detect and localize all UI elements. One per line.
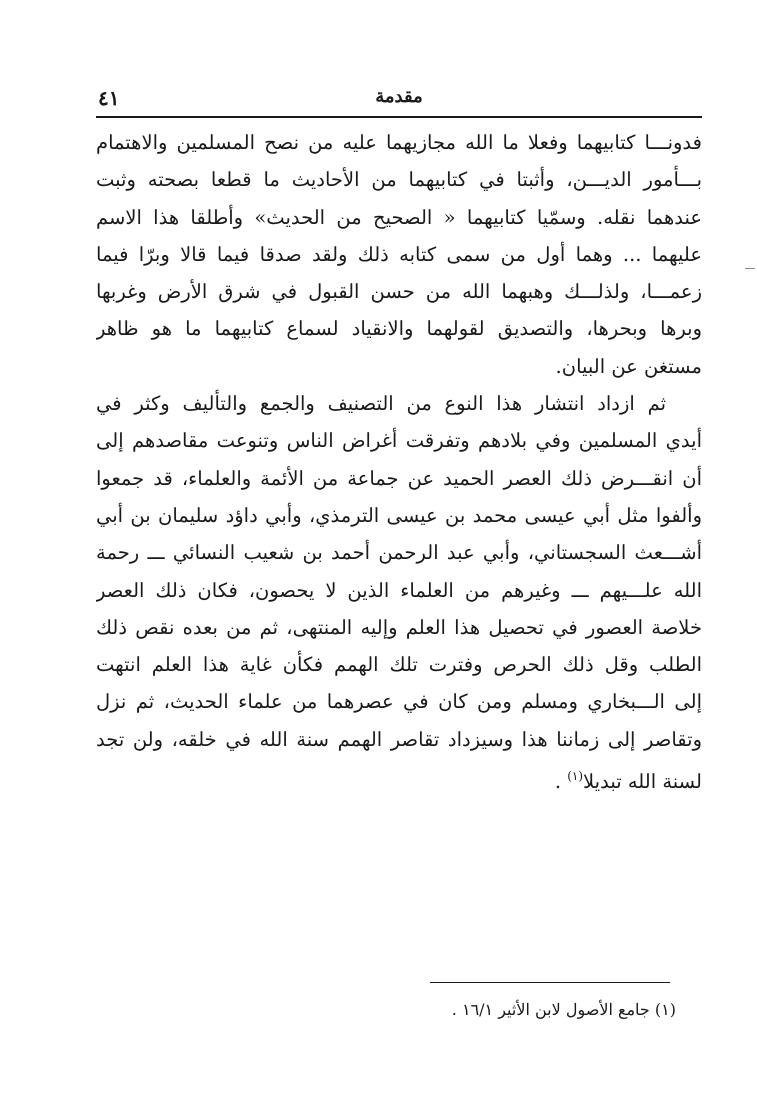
text-line: إلى الـــبخاري ومسلم ومن كان في عصرهما من علماء الحديث، ثم نزل (96, 690, 702, 714)
footnote-separator (430, 982, 670, 983)
text-line: بـــأمور الديـــن، وأثبتا في كتابيهما من الأحاديث ما قطعا بصحته وثبت (96, 168, 702, 192)
final-line-end: . (554, 770, 568, 794)
body-text (96, 124, 702, 795)
final-line-text: لسنة الله تبديلا (583, 770, 702, 794)
text-line: وبرها وبحرها، والتصديق لقولهما والانقياد لسماع كتابيهما ما هو ظاهر (96, 317, 702, 341)
text-line: وألفوا مثل أبي عيسى محمد بن عيسى الترمذي، وأبي داؤد سليمان بن أبي (96, 503, 702, 527)
text-line: خلاصة العصور في تحصيل هذا العلم وإليه المنتهى، ثم من بعده نقص ذلك (96, 615, 702, 639)
text-line: الطلب وقل ذلك الحرص وفترت تلك الهمم فكأن غاية هذا العلم انتهت (96, 653, 702, 677)
header-rule (96, 116, 702, 118)
text-line: أيدي المسلمين وفي بلادهم وتفرقت أغراض الناس وتنوعت مقاصدهم إلى (96, 429, 702, 453)
text-line: فدونـــا كتابيهما وفعلا ما الله مجازيهما عليه من نصح المسلمين والاهتمام (96, 131, 702, 154)
margin-mark (745, 268, 755, 269)
text-line: ثم ازداد انتشار هذا النوع من التصنيف والجمع والتأليف وكثر في (96, 392, 666, 416)
text-line: عليهما ... وهما أول من سمى كتابه ذلك ولقد صدقا فيما قالا وبرّا فيما (96, 242, 702, 266)
text-line: زعمـــا، ولذلـــك وهبهما الله من حسن القبول في شرق الأرض وغربها (96, 280, 702, 304)
final-line (96, 758, 702, 795)
text-line: مستغن عن البيان. (555, 354, 702, 378)
footnote-reference: (١) (567, 769, 584, 784)
page-title: مقدمة (375, 86, 423, 107)
text-line: الله علـــيهم ـــ وغيرهم من العلماء الذين لا يحصون، فكان ذلك العصر (96, 578, 702, 602)
text-line: عندهما نقله. وسمّيا كتابيهما « الصحيح من الحديث» وأطلقا هذا الاسم (96, 205, 702, 229)
page-number: ٤١ (98, 86, 120, 110)
text-line: وتقاصر إلى زماننا هذا وسيزداد تقاصر الهمم سنة الله في خلقه، ولن تجد (96, 727, 702, 751)
text-line: أن انقـــرض ذلك العصر الحميد عن جماعة من الأئمة والعلماء، قد جمعوا (96, 466, 702, 490)
text-line: أشـــعث السجستاني، وأبي عبد الرحمن أحمد بن شعيب النسائي ـــ رحمة (96, 541, 702, 565)
page-header (96, 86, 702, 116)
footnote: (١) جامع الأصول لابن الأثير ١٦/١ . (451, 1000, 676, 1019)
